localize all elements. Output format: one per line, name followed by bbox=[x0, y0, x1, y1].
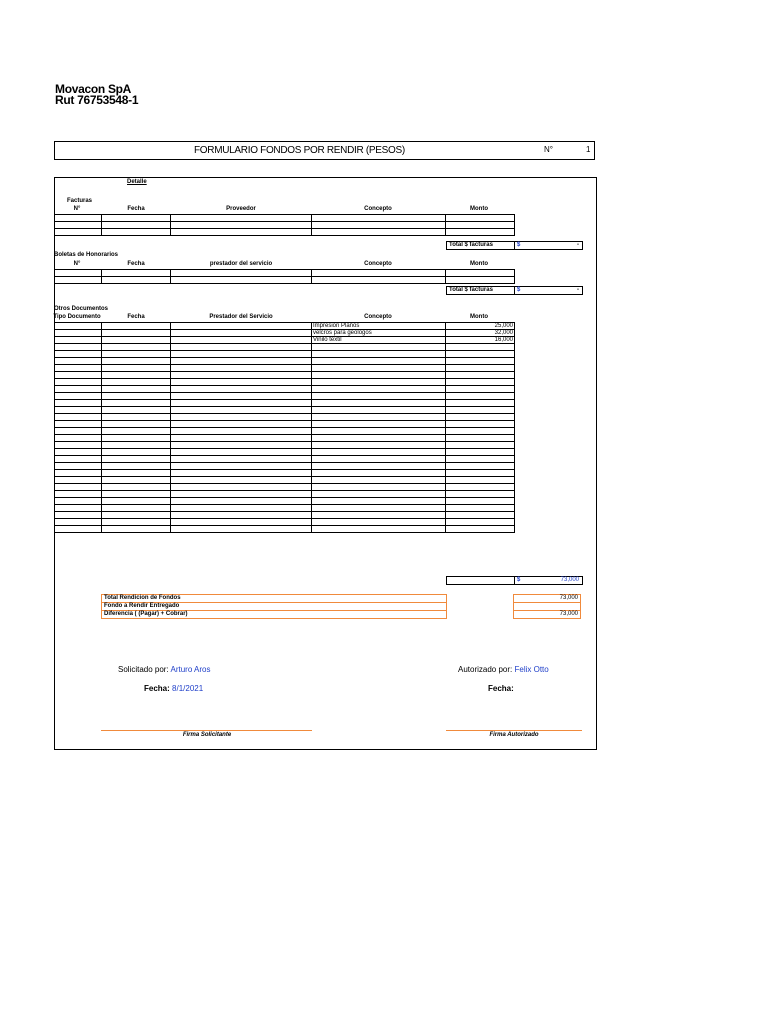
table-row bbox=[55, 491, 515, 498]
form-title: FORMULARIO FONDOS POR RENDIR (PESOS) bbox=[194, 145, 405, 156]
table-row bbox=[55, 442, 515, 449]
boletas-total-currency: $ bbox=[517, 287, 521, 293]
table-row bbox=[55, 456, 515, 463]
otros-header-monto: Monto bbox=[470, 314, 488, 320]
form-number-label: N° bbox=[544, 145, 553, 154]
fecha-autorizado-label: Fecha: bbox=[488, 684, 514, 693]
boletas-total-row bbox=[446, 286, 583, 295]
otros-total-spacer bbox=[447, 577, 515, 585]
table-row bbox=[55, 435, 515, 442]
table-row bbox=[55, 519, 515, 526]
facturas-header-num: N° bbox=[73, 206, 81, 212]
table-row bbox=[55, 463, 515, 470]
facturas-header-fecha: Fecha bbox=[127, 206, 145, 212]
summary-label-fondo: Fondo a Rendir Entregado bbox=[102, 603, 447, 611]
solicitado-name: Arturo Aros bbox=[170, 665, 211, 674]
table-row bbox=[55, 470, 515, 477]
solicitado-label: Solicitado por: bbox=[118, 665, 169, 674]
facturas-section-label: Facturas bbox=[67, 198, 93, 204]
form-title-box bbox=[54, 141, 595, 160]
autorizado-name: Felix Otto bbox=[514, 665, 549, 674]
summary-label-diferencia: Diferencia ( (Pagar) + Cobrar) bbox=[102, 611, 447, 619]
table-row bbox=[55, 372, 515, 379]
monto-cell[interactable]: 16,000 bbox=[446, 337, 515, 344]
table-row bbox=[55, 358, 515, 365]
facturas-header-monto: Monto bbox=[470, 206, 488, 212]
table-row bbox=[55, 400, 515, 407]
table-row bbox=[55, 498, 515, 505]
fecha-label: Fecha: bbox=[144, 684, 170, 693]
monto-cell[interactable]: 25,000 bbox=[446, 323, 515, 330]
facturas-header-proveedor: Proveedor bbox=[226, 206, 256, 212]
table-row bbox=[55, 526, 515, 533]
monto-cell[interactable]: 32,000 bbox=[446, 330, 515, 337]
facturas-total-row bbox=[446, 241, 583, 250]
table-row bbox=[55, 386, 515, 393]
autorizado-block bbox=[458, 665, 549, 674]
facturas-total-currency: $ bbox=[517, 242, 521, 248]
table-row bbox=[55, 428, 515, 435]
table-row bbox=[55, 323, 515, 330]
otros-table bbox=[54, 322, 515, 533]
otros-header-prestador: Prestador del Servicio bbox=[209, 314, 273, 320]
summary-value-fondo[interactable] bbox=[514, 603, 581, 611]
table-row bbox=[55, 414, 515, 421]
table-row bbox=[55, 215, 515, 222]
table-row bbox=[55, 421, 515, 428]
otros-total-currency: $ bbox=[517, 577, 521, 583]
facturas-total-label: Total $ facturas bbox=[447, 242, 515, 250]
summary-label-total: Total Rendicion de Fondos bbox=[102, 595, 447, 603]
boletas-total-label: Total $ facturas bbox=[447, 287, 515, 295]
table-row bbox=[55, 505, 515, 512]
company-rut: Rut 76753548-1 bbox=[55, 93, 139, 107]
firma-solicitante-line bbox=[101, 730, 312, 731]
firma-autorizado-caption: Firma Autorizado bbox=[489, 732, 539, 738]
solicitado-block bbox=[118, 665, 211, 674]
boletas-section-label: Boletas de Honorarios bbox=[54, 252, 119, 258]
boletas-header-prestador: prestador del servicio bbox=[209, 261, 273, 267]
table-row bbox=[55, 484, 515, 491]
table-row bbox=[55, 512, 515, 519]
boletas-header-concepto: Concepto bbox=[364, 261, 392, 267]
summary-labels bbox=[101, 594, 447, 619]
form-number: 1 bbox=[586, 145, 591, 154]
detalle-label: Detalle bbox=[127, 179, 147, 185]
boletas-total-cell bbox=[515, 287, 583, 295]
otros-header-tipo: Tipo Documento bbox=[53, 314, 101, 320]
table-row bbox=[55, 407, 515, 414]
table-row bbox=[55, 222, 515, 229]
facturas-header-concepto: Concepto bbox=[364, 206, 392, 212]
fecha-value: 8/1/2021 bbox=[172, 684, 204, 693]
summary-values bbox=[513, 594, 581, 619]
boletas-total-value: - bbox=[577, 287, 579, 293]
boletas-header-num: N° bbox=[73, 261, 81, 267]
facturas-table bbox=[54, 214, 515, 236]
facturas-total-value: - bbox=[577, 242, 579, 248]
otros-header-fecha: Fecha bbox=[127, 314, 145, 320]
summary-value-total[interactable]: 73,000 bbox=[514, 595, 581, 603]
table-row bbox=[55, 330, 515, 337]
summary-value-diferencia[interactable]: 73,000 bbox=[514, 611, 581, 619]
concepto-cell[interactable]: velcros para geologos bbox=[312, 330, 446, 337]
concepto-cell[interactable]: Vinilo textil bbox=[312, 337, 446, 344]
otros-total-value: 73,000 bbox=[560, 577, 579, 583]
otros-total-row bbox=[446, 576, 583, 585]
firma-autorizado-line bbox=[446, 730, 582, 731]
facturas-total-cell bbox=[515, 242, 583, 250]
table-row bbox=[55, 337, 515, 344]
table-row bbox=[55, 270, 515, 277]
table-row bbox=[55, 477, 515, 484]
boletas-table bbox=[54, 269, 515, 284]
firma-solicitante-caption: Firma Solicitante bbox=[182, 732, 232, 738]
autorizado-label: Autorizado por: bbox=[458, 665, 513, 674]
table-row bbox=[55, 393, 515, 400]
otros-section-label: Otros Documentos bbox=[54, 306, 109, 312]
company-name: Movacon SpA bbox=[55, 82, 132, 96]
otros-header-concepto: Concepto bbox=[364, 314, 392, 320]
table-row bbox=[55, 351, 515, 358]
concepto-cell[interactable]: Impresion Planos bbox=[312, 323, 446, 330]
table-row bbox=[55, 449, 515, 456]
fecha-block bbox=[144, 684, 203, 693]
table-row bbox=[55, 365, 515, 372]
table-row bbox=[55, 379, 515, 386]
table-row bbox=[55, 344, 515, 351]
boletas-header-fecha: Fecha bbox=[127, 261, 145, 267]
otros-total-cell bbox=[515, 577, 583, 585]
table-row bbox=[55, 277, 515, 284]
table-row bbox=[55, 229, 515, 236]
boletas-header-monto: Monto bbox=[470, 261, 488, 267]
